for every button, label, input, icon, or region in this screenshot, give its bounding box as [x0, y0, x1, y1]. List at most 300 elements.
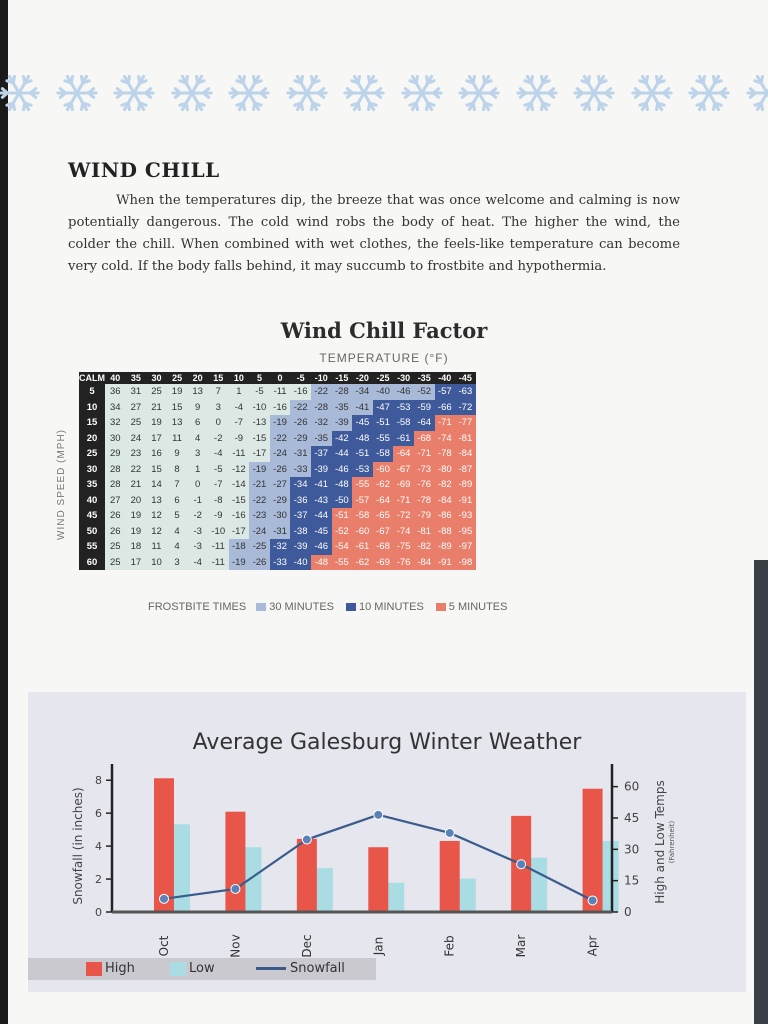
- wind-chill-cell: -46: [393, 384, 414, 400]
- wind-chill-cell: 13: [167, 415, 188, 431]
- wind-chill-cell: 32: [105, 415, 126, 431]
- snowflake-icon: [226, 70, 272, 116]
- wind-chill-cell: -51: [373, 415, 394, 431]
- wind-chill-cell: -80: [435, 462, 456, 478]
- y-tick-label: 6: [95, 807, 102, 821]
- frostbite-legend-item: [256, 601, 334, 613]
- wind-chill-cell: 34: [105, 400, 126, 416]
- wind-chill-cell: 15: [167, 400, 188, 416]
- wind-chill-cell: -39: [332, 415, 353, 431]
- wind-chill-cell: -16: [229, 508, 250, 524]
- wind-chill-cell: -13: [249, 415, 270, 431]
- wind-chill-cell: -52: [414, 384, 435, 400]
- wind-chill-cell: 11: [146, 539, 167, 555]
- wind-chill-cell: -32: [311, 415, 332, 431]
- wind-chill-cell: 18: [126, 539, 147, 555]
- wind-chill-cell: 29: [105, 446, 126, 462]
- wind-chill-cell: -28: [311, 400, 332, 416]
- wind-chill-cell: 3: [208, 400, 229, 416]
- wind-chill-cell: -21: [249, 477, 270, 493]
- wind-chill-cell: 19: [167, 384, 188, 400]
- wind-chill-cell: -61: [393, 431, 414, 447]
- wind-chill-cell: -28: [332, 384, 353, 400]
- snowflake-border: [0, 70, 768, 120]
- wind-chill-cell: -38: [290, 524, 311, 540]
- table-row: [79, 431, 476, 447]
- wind-chill-cell: -48: [352, 431, 373, 447]
- wind-chill-cell: 1: [187, 462, 208, 478]
- wind-chill-cell: -86: [435, 508, 456, 524]
- y2-tick-label: 30: [624, 842, 640, 857]
- header-calm: CALM: [79, 373, 105, 383]
- wind-chill-cell: -72: [393, 508, 414, 524]
- wind-chill-cell: 0: [187, 477, 208, 493]
- wind-chill-cell: -81: [455, 431, 476, 447]
- wind-chill-cell: 25: [126, 415, 147, 431]
- winter-weather-panel: [28, 692, 746, 992]
- wind-chill-cell: -15: [229, 493, 250, 509]
- wind-chill-cell: 27: [105, 493, 126, 509]
- wind-speed-cell: 30: [79, 462, 105, 478]
- wind-chill-cell: -34: [352, 384, 373, 400]
- wind-chill-cell: -29: [270, 493, 291, 509]
- wind-chill-cell: 8: [167, 462, 188, 478]
- header-temp: -20: [352, 372, 373, 384]
- wind-chill-cell: -91: [435, 555, 456, 571]
- wind-chill-cell: -2: [187, 508, 208, 524]
- wind-chill-cell: -8: [208, 493, 229, 509]
- legend-label-high: High: [105, 961, 135, 976]
- header-temp: -25: [373, 372, 394, 384]
- wind-chill-cell: -71: [414, 446, 435, 462]
- bar-high: [368, 847, 388, 912]
- legend-swatch-low: [170, 962, 186, 976]
- legend-item-high: [86, 961, 135, 976]
- bar-high: [583, 789, 603, 912]
- article-paragraph: When the temperatures dip, the breeze that was once welcome and calming is now potentially dangerous. The cold wind robs the body of heat. The higher the wind, the colder the chill. When combined with wet clothes, the feels-like temperature can become very cold. If the body falls behind, it may succumb to frostbite and hypothermia.: [68, 193, 680, 274]
- wind-chill-cell: -62: [352, 555, 373, 571]
- y-tick-label: 2: [95, 873, 102, 887]
- wind-speed-cell: 45: [79, 508, 105, 524]
- wind-chill-cell: -22: [270, 431, 291, 447]
- wind-chill-cell: 19: [126, 524, 147, 540]
- wind-chill-cell: -51: [332, 508, 353, 524]
- wind-chill-cell: -47: [373, 400, 394, 416]
- legend-label: 10 MINUTES: [359, 601, 424, 613]
- wind-chill-cell: -58: [393, 415, 414, 431]
- wind-chill-cell: 7: [167, 477, 188, 493]
- wind-chill-cell: 10: [146, 555, 167, 571]
- wind-chill-cell: 27: [126, 400, 147, 416]
- chart-legend: [28, 958, 376, 980]
- legend-label: 30 MINUTES: [269, 601, 334, 613]
- wind-chill-cell: -16: [270, 400, 291, 416]
- wind-chill-cell: -17: [229, 524, 250, 540]
- wind-chill-cell: -71: [435, 415, 456, 431]
- table-row: [79, 539, 476, 555]
- y-tick-label: 4: [95, 840, 102, 854]
- wind-speed-cell: 5: [79, 384, 105, 400]
- wind-chill-cell: -63: [455, 384, 476, 400]
- wind-chill-cell: -44: [332, 446, 353, 462]
- wind-chill-cell: -81: [414, 524, 435, 540]
- wind-chill-cell: 31: [126, 384, 147, 400]
- wind-chill-cell: -66: [435, 400, 456, 416]
- wind-chill-cell: -59: [414, 400, 435, 416]
- snowfall-point: [588, 896, 597, 905]
- wind-chill-cell: -37: [290, 508, 311, 524]
- wind-chill-cell: 9: [167, 446, 188, 462]
- wind-chill-cell: 11: [167, 431, 188, 447]
- page-edge-left: [0, 0, 8, 1024]
- wind-chill-cell: -33: [290, 462, 311, 478]
- y2-tick-label: 15: [624, 873, 640, 888]
- wind-chill-cell: -55: [373, 431, 394, 447]
- y2-tick-label: 0: [624, 905, 632, 919]
- frostbite-legend-item: [346, 601, 424, 613]
- wind-chill-cell: 30: [105, 431, 126, 447]
- snowflake-icon: [0, 70, 42, 116]
- wind-chill-cell: -71: [393, 493, 414, 509]
- wind-chill-cell: -48: [332, 477, 353, 493]
- page-edge-right: [754, 560, 768, 1024]
- wind-chill-cell: -9: [208, 508, 229, 524]
- wind-chill-cell: 25: [146, 384, 167, 400]
- wind-chill-cell: 13: [146, 493, 167, 509]
- wind-chill-title: Wind Chill Factor: [280, 318, 488, 343]
- wind-chill-cell: -15: [249, 431, 270, 447]
- wind-chill-cell: 25: [105, 555, 126, 571]
- wind-chill-cell: -55: [352, 477, 373, 493]
- snowfall-point: [445, 828, 454, 837]
- wind-chill-cell: 20: [126, 493, 147, 509]
- wind-chill-cell: -58: [373, 446, 394, 462]
- snowflake-icon: [341, 70, 387, 116]
- snowflake-icon: [399, 70, 445, 116]
- wind-chill-cell: -1: [187, 493, 208, 509]
- wind-chill-cell: -58: [352, 508, 373, 524]
- wind-chill-cell: 28: [105, 477, 126, 493]
- wind-chill-cell: -93: [455, 508, 476, 524]
- wind-chill-cell: -16: [290, 384, 311, 400]
- wind-chill-cell: -3: [187, 524, 208, 540]
- wind-speed-cell: 55: [79, 539, 105, 555]
- wind-chill-cell: -30: [270, 508, 291, 524]
- table-row: [79, 446, 476, 462]
- wind-chill-cell: 0: [208, 415, 229, 431]
- wind-chill-cell: -7: [208, 477, 229, 493]
- wind-speed-cell: 15: [79, 415, 105, 431]
- wind-chill-cell: -26: [249, 555, 270, 571]
- legend-item-low: [170, 961, 215, 976]
- wind-chill-cell: -4: [187, 555, 208, 571]
- wind-chill-cell: -31: [290, 446, 311, 462]
- snowflake-icon: [744, 70, 768, 116]
- snowflake-icon: [456, 70, 502, 116]
- wind-chill-cell: -31: [270, 524, 291, 540]
- snowfall-point: [374, 810, 383, 819]
- frostbite-legend-item: [436, 601, 508, 613]
- wind-chill-cell: -43: [311, 493, 332, 509]
- legend-swatch-high: [86, 962, 102, 976]
- wind-chill-cell: -76: [393, 555, 414, 571]
- header-temp: 0: [270, 372, 291, 384]
- wind-chill-cell: -24: [249, 524, 270, 540]
- header-temp: -5: [290, 372, 311, 384]
- wind-chill-cell: -10: [249, 400, 270, 416]
- wind-chill-cell: 5: [167, 508, 188, 524]
- table-row: [79, 384, 476, 400]
- wind-chill-cell: -39: [311, 462, 332, 478]
- y-axis-label: Snowfall (in inches): [71, 787, 85, 905]
- wind-chill-cell: 12: [146, 508, 167, 524]
- header-temp: 30: [146, 372, 167, 384]
- wind-chill-cell: 17: [146, 431, 167, 447]
- table-row: [79, 524, 476, 540]
- wind-chill-cell: 26: [105, 508, 126, 524]
- wind-speed-label: WIND SPEED (MPH): [56, 429, 67, 540]
- wind-chill-cell: -25: [249, 539, 270, 555]
- y2-axis-label: High and Low Temps: [653, 780, 667, 904]
- x-tick-label: Nov: [228, 934, 243, 958]
- header-temp: 20: [187, 372, 208, 384]
- bar-high: [440, 841, 460, 912]
- wind-chill-table: [79, 372, 476, 570]
- legend-label-low: Low: [189, 961, 215, 976]
- snowflake-icon: [514, 70, 560, 116]
- wind-chill-cell: -5: [249, 384, 270, 400]
- wind-chill-cell: 4: [187, 431, 208, 447]
- wind-speed-cell: 10: [79, 400, 105, 416]
- wind-chill-cell: -5: [208, 462, 229, 478]
- bar-high: [225, 812, 245, 912]
- wind-chill-cell: -98: [455, 555, 476, 571]
- wind-chill-cell: -45: [311, 524, 332, 540]
- header-temp: 10: [229, 372, 250, 384]
- wind-chill-cell: 36: [105, 384, 126, 400]
- wind-chill-cell: 22: [126, 462, 147, 478]
- header-temp: 25: [167, 372, 188, 384]
- wind-chill-cell: -34: [290, 477, 311, 493]
- snowfall-point: [160, 894, 169, 903]
- table-row: [79, 477, 476, 493]
- wind-chill-cell: -11: [270, 384, 291, 400]
- wind-chill-cell: -75: [393, 539, 414, 555]
- frostbite-legend-label: FROSTBITE TIMES: [148, 601, 247, 613]
- snowflake-icon: [111, 70, 157, 116]
- header-temp: -45: [455, 372, 476, 384]
- wind-chill-cell: 3: [167, 555, 188, 571]
- wind-chill-cell: -35: [332, 400, 353, 416]
- wind-chill-cell: -77: [455, 415, 476, 431]
- wind-chill-cell: -51: [352, 446, 373, 462]
- header-temp: -30: [393, 372, 414, 384]
- wind-chill-cell: -19: [270, 415, 291, 431]
- wind-chill-cell: -88: [435, 524, 456, 540]
- wind-chill-cell: 1: [229, 384, 250, 400]
- table-row: [79, 400, 476, 416]
- x-tick-label: Feb: [442, 935, 457, 957]
- legend-item-snowfall: [256, 961, 345, 976]
- wind-chill-cell: -41: [352, 400, 373, 416]
- wind-chill-cell: -82: [414, 539, 435, 555]
- wind-chill-cell: 9: [187, 400, 208, 416]
- wind-chill-cell: 26: [105, 524, 126, 540]
- wind-chill-cell: -84: [435, 493, 456, 509]
- wind-speed-cell: 35: [79, 477, 105, 493]
- wind-chill-cell: -67: [373, 524, 394, 540]
- wind-chill-cell: -22: [311, 384, 332, 400]
- wind-chill-cell: -79: [414, 508, 435, 524]
- wind-chill-cell: 16: [146, 446, 167, 462]
- wind-chill-cell: 15: [146, 462, 167, 478]
- wind-chill-cell: 4: [167, 539, 188, 555]
- wind-chill-cell: -37: [311, 446, 332, 462]
- x-tick-label: Jan: [371, 936, 386, 956]
- wind-chill-cell: -2: [208, 431, 229, 447]
- wind-chill-cell: -69: [393, 477, 414, 493]
- wind-chill-cell: -89: [455, 477, 476, 493]
- wind-chill-cell: -78: [435, 446, 456, 462]
- wind-chill-cell: -73: [414, 462, 435, 478]
- snowfall-point: [302, 835, 311, 844]
- header-temp: 5: [249, 372, 270, 384]
- table-row: [79, 508, 476, 524]
- wind-chill-cell: -4: [229, 400, 250, 416]
- wind-chill-cell: -65: [373, 508, 394, 524]
- wind-chill-cell: 4: [167, 524, 188, 540]
- wind-chill-cell: -74: [393, 524, 414, 540]
- snowflake-icon: [629, 70, 675, 116]
- wind-chill-cell: -4: [208, 446, 229, 462]
- wind-chill-cell: 12: [146, 524, 167, 540]
- x-tick-label: Dec: [299, 934, 314, 958]
- wind-chill-cell: -67: [393, 462, 414, 478]
- wind-chill-cell: -60: [373, 462, 394, 478]
- wind-chill-cell: -26: [290, 415, 311, 431]
- wind-chill-cell: 28: [105, 462, 126, 478]
- legend-swatch: [436, 603, 446, 611]
- wind-chill-cell: 14: [146, 477, 167, 493]
- wind-speed-cell: 50: [79, 524, 105, 540]
- table-row: [79, 462, 476, 478]
- frostbite-legend: [148, 601, 507, 613]
- wind-chill-cell: 24: [126, 431, 147, 447]
- y2-tick-label: 45: [624, 810, 640, 825]
- snowflake-icon: [169, 70, 215, 116]
- header-temp: 35: [126, 372, 147, 384]
- wind-chill-cell: -23: [249, 508, 270, 524]
- table-row: [79, 415, 476, 431]
- article-heading: WIND CHILL: [68, 158, 220, 182]
- table-row: [79, 493, 476, 509]
- wind-chill-cell: -87: [455, 462, 476, 478]
- wind-chill-cell: -64: [393, 446, 414, 462]
- wind-chill-cell: -27: [270, 477, 291, 493]
- wind-chill-cell: -91: [455, 493, 476, 509]
- header-temp: -10: [311, 372, 332, 384]
- wind-chill-cell: -33: [270, 555, 291, 571]
- wind-chill-cell: 23: [126, 446, 147, 462]
- temperature-header-row: [79, 372, 476, 384]
- bar-high: [154, 778, 174, 912]
- wind-chill-cell: -53: [393, 400, 414, 416]
- wind-chill-cell: -74: [435, 431, 456, 447]
- legend-swatch-snowfall: [256, 967, 286, 970]
- wind-chill-cell: -64: [373, 493, 394, 509]
- wind-chill-cell: -84: [414, 555, 435, 571]
- wind-chill-cell: -18: [229, 539, 250, 555]
- wind-chill-cell: -60: [352, 524, 373, 540]
- temperature-label: TEMPERATURE (°F): [319, 351, 449, 365]
- x-tick-label: Mar: [514, 934, 529, 958]
- header-temp: 40: [105, 372, 126, 384]
- wind-chill-cell: 6: [167, 493, 188, 509]
- wind-chill-cell: -40: [373, 384, 394, 400]
- wind-chill-cell: -40: [290, 555, 311, 571]
- wind-chill-cell: -95: [455, 524, 476, 540]
- wind-chill-cell: 19: [146, 415, 167, 431]
- wind-chill-cell: -19: [229, 555, 250, 571]
- wind-chill-cell: -7: [229, 415, 250, 431]
- wind-chill-cell: -62: [373, 477, 394, 493]
- header-temp: 15: [208, 372, 229, 384]
- wind-chill-cell: 19: [126, 508, 147, 524]
- wind-chill-cell: -11: [208, 555, 229, 571]
- wind-chill-cell: -32: [270, 539, 291, 555]
- header-temp: -40: [435, 372, 456, 384]
- wind-chill-cell: 17: [126, 555, 147, 571]
- wind-chill-cell: -19: [249, 462, 270, 478]
- wind-chill-cell: -36: [290, 493, 311, 509]
- wind-chill-cell: -44: [311, 508, 332, 524]
- wind-chill-cell: -84: [455, 446, 476, 462]
- snowfall-point: [517, 860, 526, 869]
- wind-chill-cell: -42: [332, 431, 353, 447]
- wind-chill-cell: -48: [311, 555, 332, 571]
- wind-chill-cell: 21: [146, 400, 167, 416]
- wind-chill-cell: 6: [187, 415, 208, 431]
- wind-chill-cell: -76: [414, 477, 435, 493]
- wind-chill-cell: -10: [208, 524, 229, 540]
- wind-chill-cell: -46: [332, 462, 353, 478]
- legend-swatch: [346, 603, 356, 611]
- header-temp: -15: [332, 372, 353, 384]
- table-row: [79, 555, 476, 571]
- wind-chill-cell: -22: [290, 400, 311, 416]
- wind-chill-cell: -26: [270, 462, 291, 478]
- wind-chill-cell: -17: [249, 446, 270, 462]
- x-tick-label: Apr: [585, 935, 600, 957]
- wind-chill-cell: -41: [311, 477, 332, 493]
- wind-chill-cell: -97: [455, 539, 476, 555]
- wind-chill-cell: -9: [229, 431, 250, 447]
- snowflake-icon: [571, 70, 617, 116]
- wind-chill-cell: -69: [373, 555, 394, 571]
- snowflake-icon: [54, 70, 100, 116]
- snowflake-icon: [686, 70, 732, 116]
- wind-chill-cell: -3: [187, 539, 208, 555]
- wind-speed-cell: 20: [79, 431, 105, 447]
- wind-chill-cell: 21: [126, 477, 147, 493]
- winter-weather-chart: [28, 692, 746, 992]
- wind-chill-cell: -29: [290, 431, 311, 447]
- wind-chill-cell: -61: [352, 539, 373, 555]
- wind-chill-cell: -39: [290, 539, 311, 555]
- wind-chill-cell: -57: [435, 384, 456, 400]
- wind-chill-cell: -54: [332, 539, 353, 555]
- wind-speed-cell: 40: [79, 493, 105, 509]
